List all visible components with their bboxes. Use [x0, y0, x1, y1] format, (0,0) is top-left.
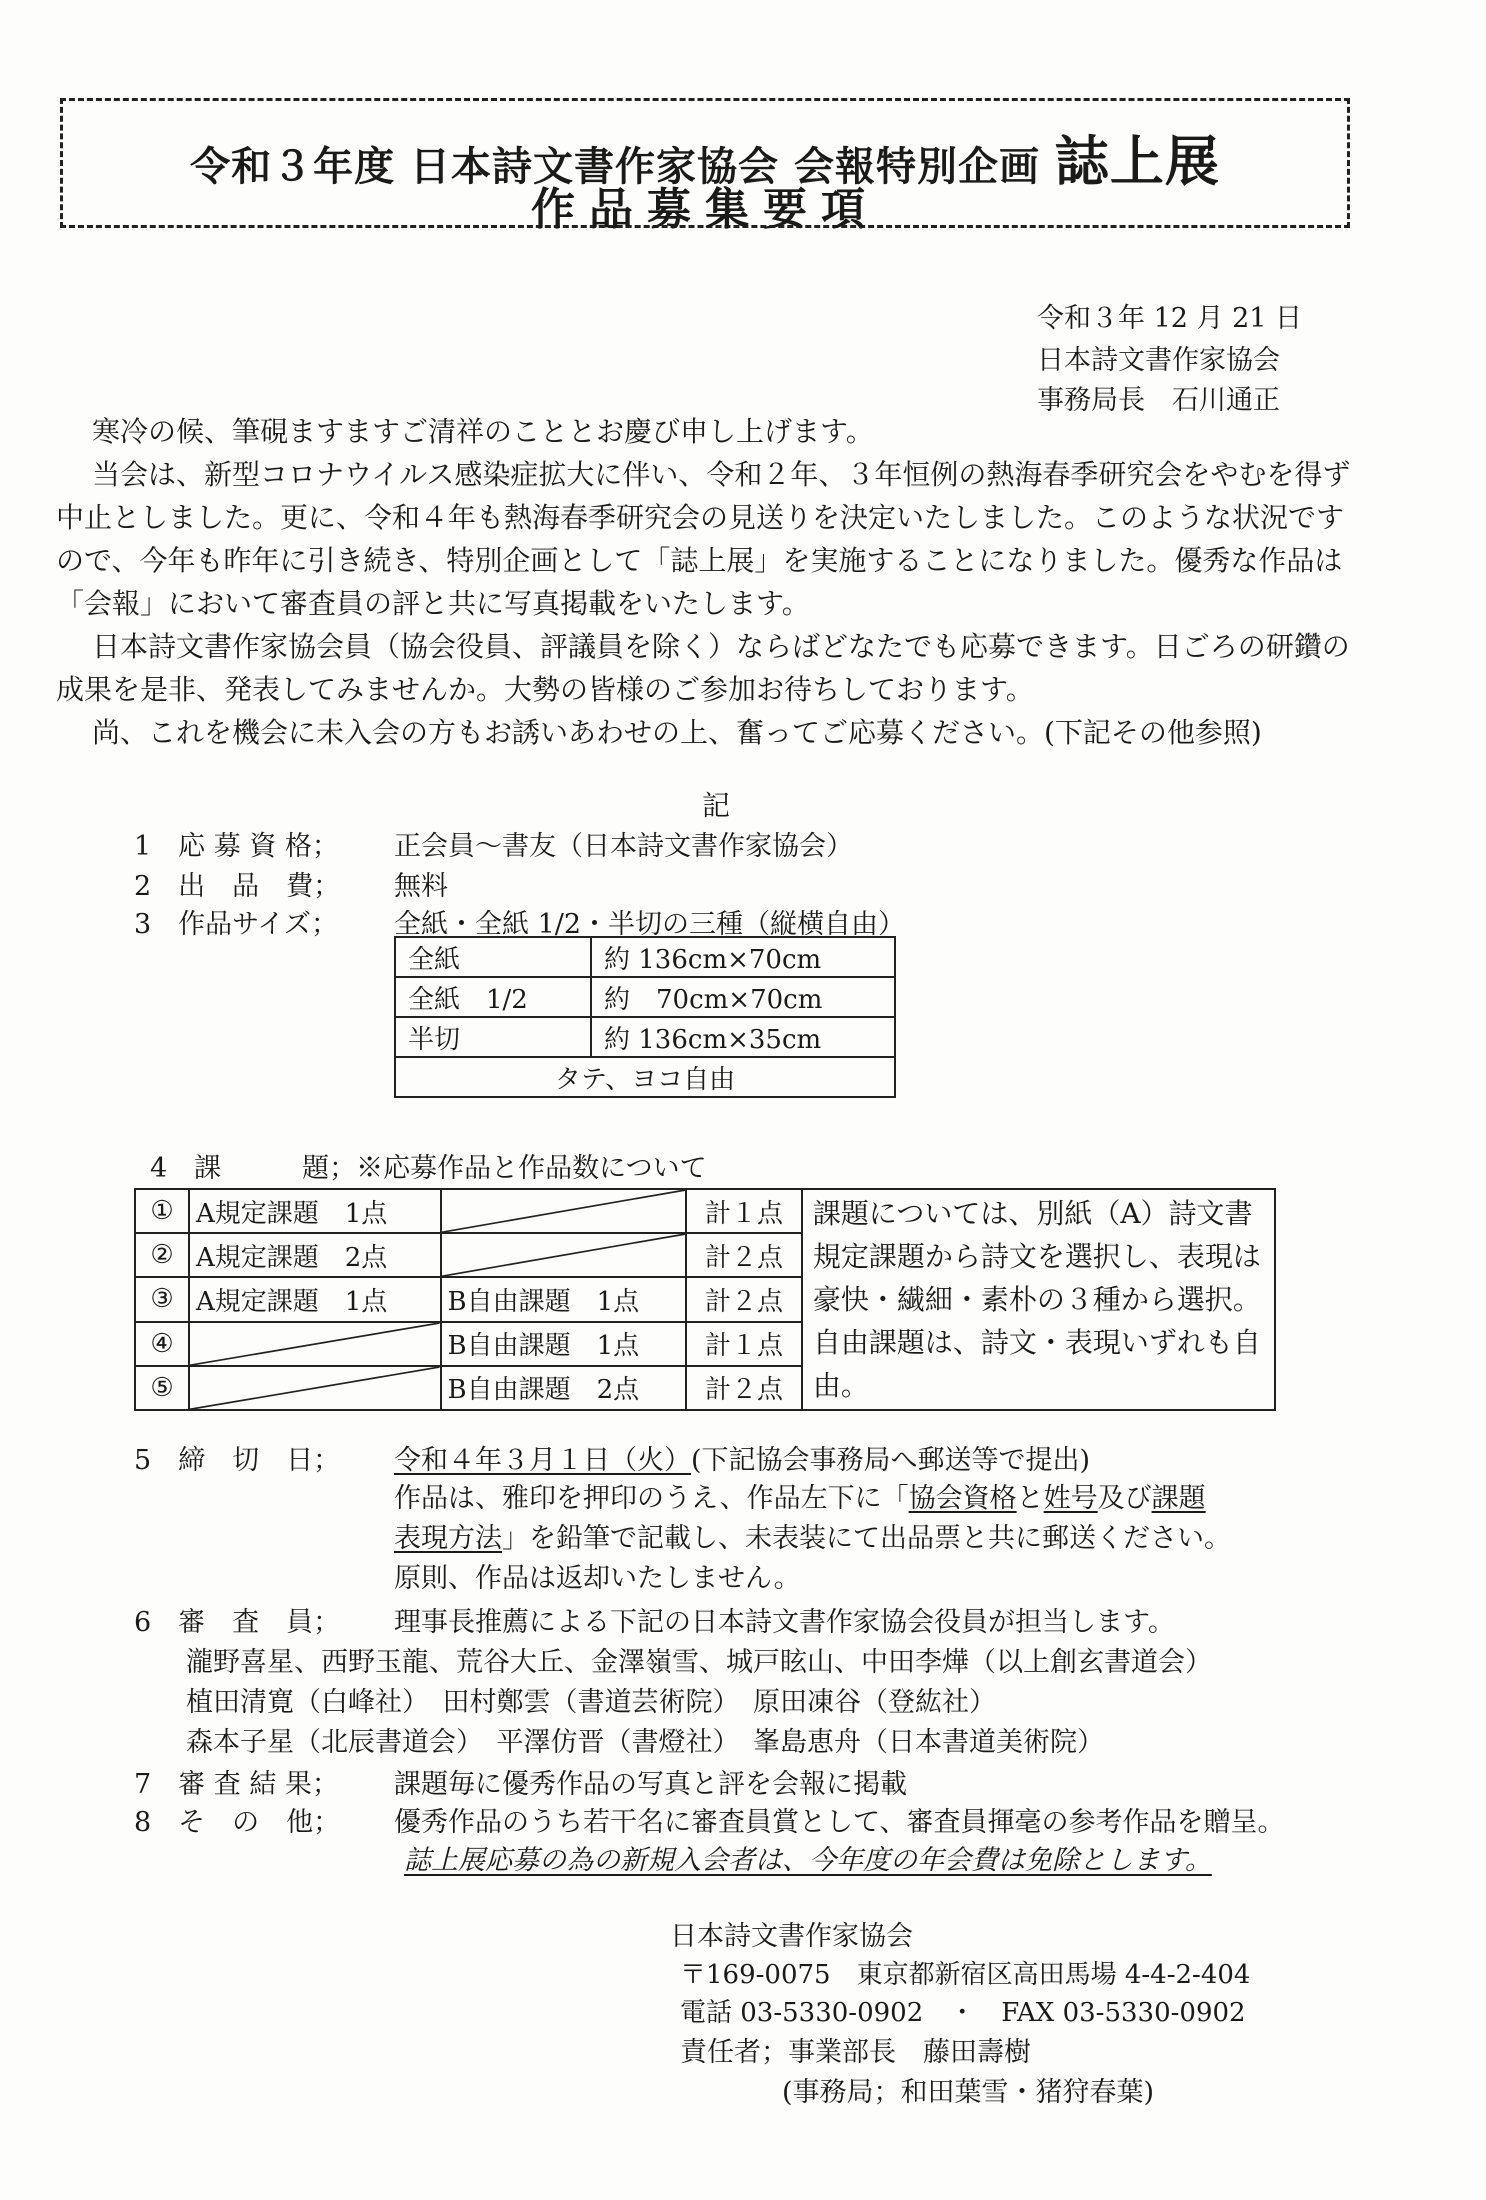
- item7-value: 課題毎に優秀作品の写真と評を会報に掲載: [394, 1769, 907, 1800]
- theme-a-empty: [189, 1322, 441, 1366]
- theme-b-empty: [441, 1189, 687, 1233]
- row-number: ④: [135, 1322, 189, 1366]
- page-subtitle: 作品募集要項: [531, 184, 879, 235]
- size-name: 半切: [395, 1017, 591, 1057]
- item8-note: 誌上展応募の為の新規入会者は、今年度の年会費は免除とします。: [404, 1845, 1212, 1876]
- item6-label: 6 審 査 員；: [134, 1607, 341, 1638]
- item8-label: 8 そ の 他；: [134, 1807, 341, 1838]
- text-underlined: 課題: [1151, 1483, 1206, 1514]
- size-value: 約 136cm×35cm: [591, 1017, 895, 1057]
- item5-line3: [394, 1516, 1231, 1555]
- title-emphasis: 誌上展: [1054, 130, 1220, 193]
- theme-a: A規定課題 1点: [189, 1277, 441, 1321]
- title-box: [60, 98, 1350, 235]
- theme-total: 計１点: [686, 1189, 802, 1233]
- theme-total: 計２点: [686, 1277, 802, 1321]
- theme-total: 計２点: [686, 1233, 802, 1277]
- footer-org: 日本詩文書作家協会: [670, 1921, 913, 1952]
- size-value: 約 70cm×70cm: [591, 977, 895, 1017]
- table-row: [395, 977, 895, 1017]
- row-number: ①: [135, 1189, 189, 1233]
- theme-total: 計１点: [686, 1322, 802, 1366]
- paragraph-background: 当会は、新型コロナウイルス感染症拡大に伴い、令和２年、３年恒例の熱海春季研究会をやむを得ず中止としました。更に、令和４年も熱海春季研究会の見送りを決定いたしました。このような状況ですので、今年も昨年に引き続き、特別企画として「誌上展」を実施することになりました。優秀な作品は「会報」において審査員の評と共に写真掲載をいたします。: [56, 458, 1351, 620]
- size-table: [394, 936, 896, 1098]
- text: 及び: [1097, 1483, 1152, 1514]
- footer-address: 〒169-0075 東京都新宿区高田馬場 4-4-2-404: [680, 1960, 1251, 1990]
- theme-table: [134, 1188, 1276, 1411]
- paragraph-greeting: 寒冷の候、筆硯ますますご清祥のこととお慶び申し上げます。: [92, 415, 874, 448]
- item1-value: 正会員～書友（日本詩文書作家協会）: [394, 831, 853, 862]
- sender-person: 事務局長 石川通正: [1037, 385, 1280, 416]
- text: 作品は、雅印を押印のうえ、作品左下に「: [394, 1483, 909, 1514]
- item2-label: 2 出 品 費；: [134, 871, 341, 902]
- judges-row1: 瀧野喜星、西野玉龍、荒谷大丘、金澤嶺雪、城戸眩山、中田李燁（以上創玄書道会）: [186, 1647, 1212, 1678]
- theme-total: 計２点: [686, 1366, 802, 1410]
- footer-phone: 電話 03-5330-0902 ・ FAX 03-5330-0902: [680, 1998, 1246, 2028]
- item6-value: 理事長推薦による下記の日本詩文書作家協会役員が担当します。: [394, 1607, 1175, 1638]
- sender-org: 日本詩文書作家協会: [1037, 345, 1280, 376]
- judges-row2: 植田清寛（白峰社） 田村鄭雲（書道芸術院） 原田凍谷（登紘社）: [186, 1687, 996, 1718]
- theme-b: B自由課題 1点: [441, 1322, 687, 1366]
- row-number: ③: [135, 1277, 189, 1321]
- item5-value: [394, 1438, 1090, 1477]
- theme-a: A規定課題 2点: [189, 1233, 441, 1277]
- item5-line4: 原則、作品は返却いたしません。: [394, 1563, 801, 1594]
- row-number: ⑤: [135, 1366, 189, 1410]
- theme-note: 課題については、別紙（A）詩文書規定課題から詩文を選択し、表現は豪快・繊細・素朴の３種から選択。自由課題は、詩文・表現いずれも自由。: [802, 1189, 1275, 1410]
- size-footer: タテ、ヨコ自由: [395, 1057, 895, 1097]
- text-underlined: 表現方法: [394, 1523, 502, 1554]
- theme-b: B自由課題 1点: [441, 1277, 687, 1321]
- size-value: 約 136cm×70cm: [591, 937, 895, 977]
- text: 」を鉛筆で記載し、未表装にて出品票と共に郵送ください。: [502, 1523, 1231, 1554]
- ki-heading: 記: [702, 789, 731, 822]
- text: と: [1016, 1483, 1044, 1514]
- table-row: [395, 937, 895, 977]
- paragraph-invitation: 尚、これを機会に未入会の方もお誘いあわせの上、奮ってご応募ください。(下記その他参照): [92, 716, 1262, 749]
- item8-value: 優秀作品のうち若干名に審査員賞として、審査員揮毫の参考作品を贈呈。: [394, 1807, 1285, 1838]
- table-row: [395, 1057, 895, 1097]
- theme-a: A規定課題 1点: [189, 1189, 441, 1233]
- item7-label: 7 審 査 結 果；: [134, 1769, 339, 1800]
- theme-a-empty: [189, 1366, 441, 1410]
- row-number: ②: [135, 1233, 189, 1277]
- theme-b: B自由課題 2点: [441, 1366, 687, 1410]
- paragraph-eligibility: 日本詩文書作家協会員（協会役員、評議員を除く）ならばどなたでも応募できます。日ごろの研鑽の成果を是非、発表してみませんか。大勢の皆様のご参加お待ちしております。: [56, 630, 1350, 706]
- item1-label: 1 応 募 資 格；: [134, 831, 339, 862]
- footer-office: (事務局；和田葉雪・猪狩春葉): [782, 2077, 1155, 2108]
- footer-manager: 責任者；事業部長 藤田壽樹: [680, 2037, 1031, 2068]
- title-text: 令和３年度 日本詩文書作家協会 会報特別企画: [190, 144, 1055, 190]
- judges-row3: 森本子星（北辰書道会） 平澤仿晋（書燈社） 峯島恵舟（日本書道美術院）: [186, 1727, 1104, 1758]
- item5-label: 5 締 切 日；: [134, 1445, 341, 1476]
- table-row: [135, 1189, 1275, 1233]
- date: 令和３年 12 月 21 日: [1037, 303, 1303, 334]
- deadline-day: （火）: [610, 1445, 691, 1476]
- size-name: 全紙 1/2: [395, 977, 591, 1017]
- text-underlined: 姓号: [1043, 1483, 1098, 1514]
- text-underlined: 協会資格: [908, 1483, 1017, 1514]
- item3-value: 全紙・全紙 1/2・半切の三種（縦横自由）: [394, 909, 906, 940]
- size-name: 全紙: [395, 937, 591, 977]
- theme-b-empty: [441, 1233, 687, 1277]
- item2-value: 無料: [394, 871, 448, 902]
- item3-label: 3 作品サイズ；: [134, 909, 339, 940]
- item5-line2: [394, 1476, 1206, 1515]
- deadline-note: (下記協会事務局へ郵送等で提出): [691, 1445, 1091, 1476]
- table-row: [395, 1017, 895, 1057]
- deadline-date: 令和４年３月１日: [394, 1445, 610, 1476]
- item4-label: 4 課 題；※応募作品と作品数について: [150, 1153, 707, 1184]
